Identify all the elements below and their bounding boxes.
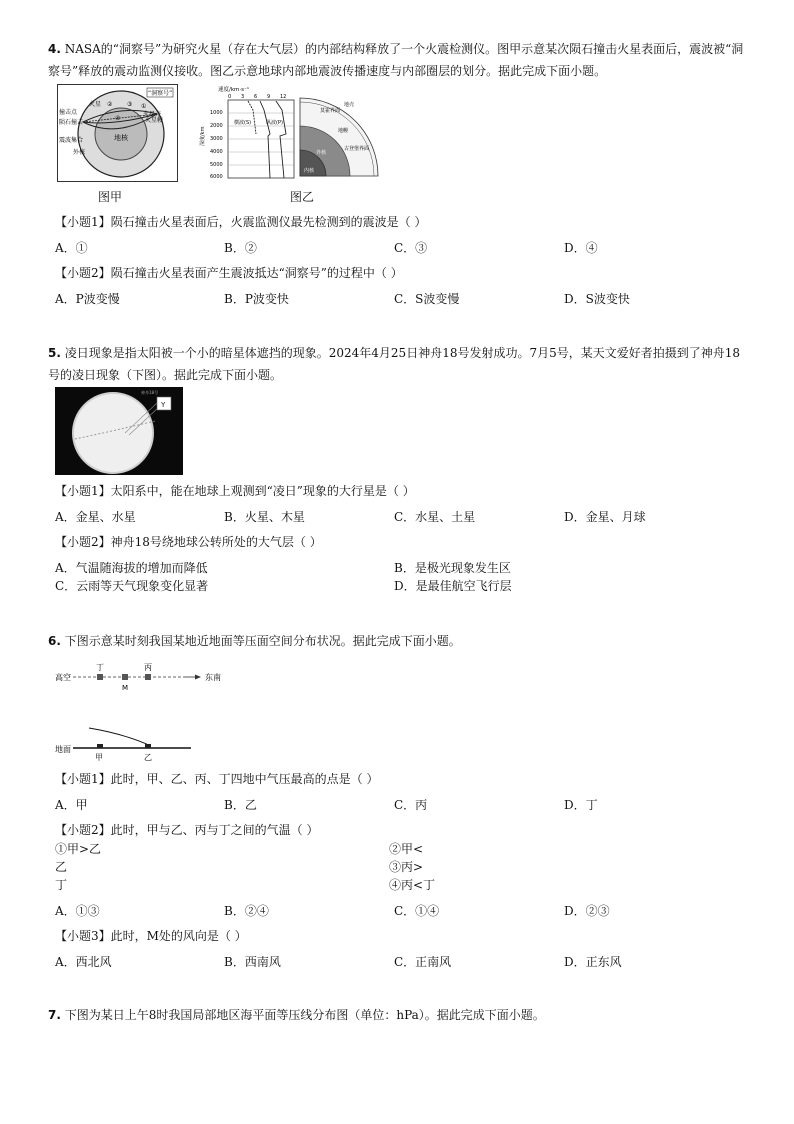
q6-sub2-statement-1: ①甲>乙 xyxy=(55,842,102,856)
fig-a-label: 地核 xyxy=(114,134,128,142)
point-label: 乙 xyxy=(144,753,152,762)
point-label: 丙 xyxy=(144,663,152,672)
sub-label: 【小题1】 xyxy=(55,484,111,498)
question-number: 6. xyxy=(48,634,61,648)
q6-sub1-option-d[interactable]: D．丁 xyxy=(564,798,598,812)
y-axis-title: 深度/km xyxy=(200,126,206,146)
fig-a-label: ② xyxy=(107,101,113,108)
point-yi-marker xyxy=(145,744,151,748)
figure-b-caption: 图乙 xyxy=(290,190,315,204)
point-bing-marker xyxy=(145,674,151,680)
high-altitude-label: 高空 xyxy=(55,673,71,682)
sub-text: 太阳系中，能在地球上观测到“凌日”现象的大行星是（ ） xyxy=(110,484,415,498)
q4-sub1-option-b[interactable]: B．② xyxy=(224,241,257,255)
q6-sub2-option-a[interactable]: A．①③ xyxy=(55,904,100,918)
q6-sub2-statement-2: ②甲< xyxy=(389,842,424,856)
q6-sub2-option-c[interactable]: C．①④ xyxy=(394,904,440,918)
layer-label: 莫霍界面 xyxy=(320,108,341,114)
point-label: M xyxy=(122,684,129,692)
q5-sub1-option-a[interactable]: A．金星、水星 xyxy=(55,510,136,524)
figure-a-mars-diagram xyxy=(57,84,178,182)
fig-b-axis-title: 速度/km·s⁻¹ xyxy=(218,87,250,93)
q6-sub3-option-c[interactable]: C．正南风 xyxy=(394,955,452,969)
x-tick: 3 xyxy=(241,94,245,100)
y-tick: 5000 xyxy=(210,162,223,168)
sub-text: 此时，M处的风向是（ ） xyxy=(110,929,247,943)
sub-label: 【小题3】 xyxy=(55,929,111,943)
point-label: 丁 xyxy=(96,663,104,672)
fig-a-label: ① xyxy=(141,103,147,110)
q4-sub2-option-b[interactable]: B．P波变快 xyxy=(224,292,289,306)
question-text: 下图为某日上午8时我国局部地区海平面等压线分布图（单位：hPa）。据此完成下面小题。 xyxy=(64,1008,545,1022)
q5-sub2-option-c[interactable]: C．云雨等天气现象变化显著 xyxy=(55,579,209,593)
q6-sub3-option-d[interactable]: D．正东风 xyxy=(564,955,622,969)
fig-a-label: 火星幔 xyxy=(145,117,164,124)
figure-b-seismic-chart xyxy=(198,84,394,182)
q6-sub2-option-d[interactable]: D．②③ xyxy=(564,904,610,918)
q6-sub3-option-b[interactable]: B．西南风 xyxy=(224,955,281,969)
q5-sub2-option-a[interactable]: A．气温随海拔的增加而降低 xyxy=(55,561,208,575)
q6-sub2-statement-3-cont: 丁 xyxy=(55,878,68,892)
layer-label: 外核 xyxy=(316,150,327,156)
fig-a-label: “洞察号” xyxy=(148,90,173,97)
q4-sub1-option-d[interactable]: D．④ xyxy=(564,241,598,255)
question-6-stem xyxy=(48,630,748,652)
layer-label: 地壳 xyxy=(344,102,355,108)
x-tick: 6 xyxy=(254,94,258,100)
question-number: 5. xyxy=(48,346,61,360)
q6-sub1-stem xyxy=(55,771,378,787)
point-label: 甲 xyxy=(95,753,103,762)
sub-text: 陨石撞击火星表面产生震波抵达“洞察号”的过程中（ ） xyxy=(110,266,403,280)
wave-label: 纵波(P) xyxy=(266,120,283,126)
point-jia-marker xyxy=(97,744,103,748)
sub-text: 神舟18号绕地球公转所处的大气层（ ） xyxy=(110,535,322,549)
question-text: NASA的“洞察号”为研究火星（存在大气层）的内部结构释放了一个火震检测仪。图甲示意某次陨石撞击火星表面后，震波被“洞察号”释放的震动监测仪接收。图乙示意地球内部地震波传播速度与内部圈层的划分。据此完成下面小题。 xyxy=(48,42,744,78)
layer-label: 地幔 xyxy=(338,128,349,134)
q5-sub2-stem xyxy=(55,534,322,550)
y-tick: 6000 xyxy=(210,174,223,180)
wave-label: 横波(S) xyxy=(234,120,252,126)
q4-sub2-option-c[interactable]: C．S波变慢 xyxy=(394,292,460,306)
question-7-stem xyxy=(48,1004,748,1026)
q6-sub1-option-b[interactable]: B．乙 xyxy=(224,798,257,812)
q5-sub1-stem xyxy=(55,483,415,499)
fig-a-label: ③ xyxy=(127,101,133,108)
y-tick: 1000 xyxy=(210,110,223,116)
sub-label: 【小题2】 xyxy=(55,823,111,837)
sub-text: 此时，甲、乙、丙、丁四地中气压最高的点是（ ） xyxy=(110,772,379,786)
direction-label: 东南 xyxy=(205,673,221,682)
fig-a-label: 外核 xyxy=(73,149,86,156)
layer-label: 内核 xyxy=(304,168,315,174)
y-tick: 2000 xyxy=(210,123,223,129)
sub-label: 【小题1】 xyxy=(55,215,111,229)
point-ding-marker xyxy=(97,674,103,680)
fig-a-label: 撞击点 xyxy=(59,109,78,116)
q4-sub1-stem xyxy=(55,214,426,230)
q6-sub1-option-c[interactable]: C．丙 xyxy=(394,798,428,812)
q6-sub2-stem xyxy=(55,822,318,838)
q5-sub2-option-d[interactable]: D．是最佳航空飞行层 xyxy=(394,579,512,593)
photo-label: 神舟18号 xyxy=(141,390,159,395)
fig-a-label: 火星壳 xyxy=(143,111,162,118)
figure-a-caption: 图甲 xyxy=(98,190,123,204)
q5-sub1-option-d[interactable]: D．金星、月球 xyxy=(564,510,646,524)
sub-label: 【小题2】 xyxy=(55,266,111,280)
q5-sub2-option-b[interactable]: B．是极光现象发生区 xyxy=(394,561,511,575)
q4-sub1-option-c[interactable]: C．③ xyxy=(394,241,428,255)
fig-a-label: 陨石撞击 xyxy=(59,119,84,126)
question-number: 7. xyxy=(48,1008,61,1022)
layer-label: 古登堡界面 xyxy=(344,146,370,152)
q6-sub3-stem xyxy=(55,928,247,944)
transit-photo xyxy=(55,387,183,475)
question-5-stem xyxy=(48,342,748,386)
fig-a-label: 震波集合 xyxy=(59,137,84,144)
q6-sub2-statement-2-cont: 乙 xyxy=(55,860,68,874)
q6-sub2-statement-3: ③丙> xyxy=(389,860,424,874)
q6-sub2-option-b[interactable]: B．②④ xyxy=(224,904,269,918)
sub-text: 此时，甲与乙、丙与丁之间的气温（ ） xyxy=(110,823,319,837)
q6-sub2-statement-4: ④丙<丁 xyxy=(389,878,436,892)
q4-sub2-option-a[interactable]: A．P波变慢 xyxy=(55,292,120,306)
x-tick: 0 xyxy=(228,94,232,100)
q4-sub2-stem xyxy=(55,265,403,281)
question-number: 4. xyxy=(48,42,61,56)
q5-sub1-option-b[interactable]: B．火星、木星 xyxy=(224,510,305,524)
isobaric-surface-diagram xyxy=(55,658,245,766)
y-tick: 3000 xyxy=(210,136,223,142)
x-tick: 9 xyxy=(267,94,271,100)
y-tick: 4000 xyxy=(210,149,223,155)
question-4-stem xyxy=(48,38,748,82)
q5-sub1-option-c[interactable]: C．水星、土星 xyxy=(394,510,476,524)
sub-label: 【小题2】 xyxy=(55,535,111,549)
fig-a-label: ④ xyxy=(115,115,121,122)
sub-label: 【小题1】 xyxy=(55,772,111,786)
q4-sub2-option-d[interactable]: D．S波变快 xyxy=(564,292,630,306)
question-text: 下图示意某时刻我国某地近地面等压面空间分布状况。据此完成下面小题。 xyxy=(64,634,461,648)
q4-sub1-option-a[interactable]: A．① xyxy=(55,241,88,255)
x-tick: 12 xyxy=(280,94,287,100)
svg-text:Y: Y xyxy=(161,401,166,409)
sub-text: 陨石撞击火星表面后，火震监测仪最先检测到的震波是（ ） xyxy=(110,215,427,229)
q6-sub3-option-a[interactable]: A．西北风 xyxy=(55,955,112,969)
ground-label: 地面 xyxy=(55,745,71,754)
fig-a-label: 火星 xyxy=(89,101,102,108)
question-text: 凌日现象是指太阳被一个小的暗星体遮挡的现象。2024年4月25日神舟18号发射成功。7月5号，某天文爱好者拍摄到了神舟18号的凌日现象（下图）。据此完成下面小题。 xyxy=(48,346,741,382)
q6-sub1-option-a[interactable]: A．甲 xyxy=(55,798,88,812)
point-m-marker xyxy=(122,674,128,680)
